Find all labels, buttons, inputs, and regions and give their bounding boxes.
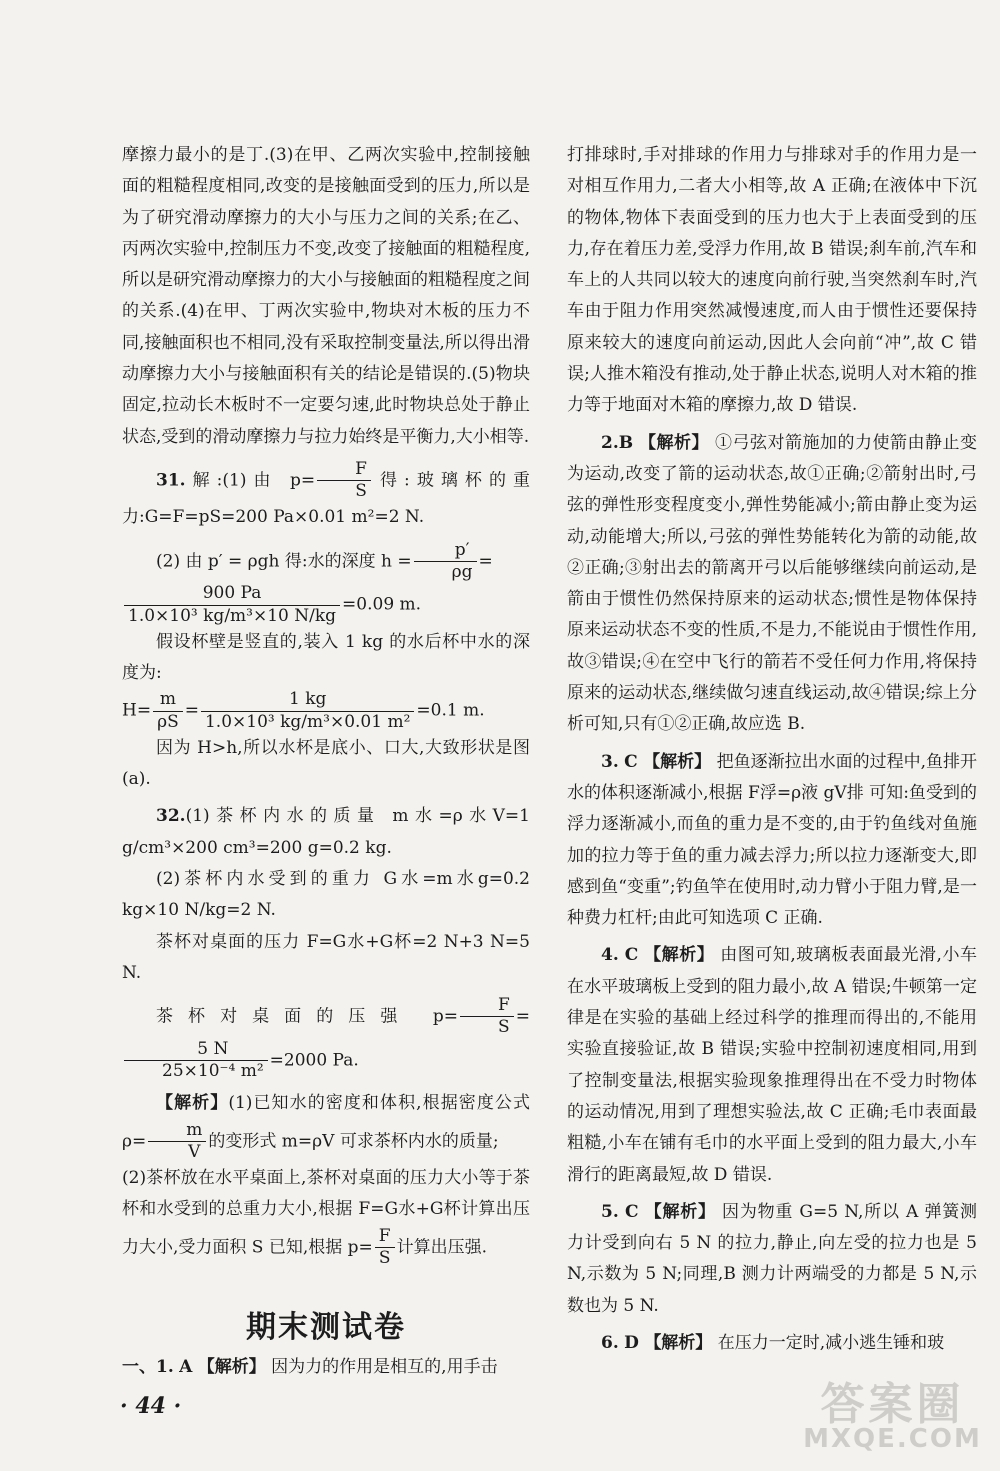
q2-number: 2. xyxy=(601,432,619,453)
analysis-text: (2)茶杯放在水平桌面上,茶杯对桌面的压力大小等于茶杯和水受到的总重力大小,根据 F=G水+G杯计算出压力大小,受力面积 S 已知,根据 p= xyxy=(122,1168,530,1257)
fraction-denominator: S xyxy=(378,1247,391,1268)
q6-number: 6. xyxy=(601,1332,619,1353)
q31-line-1 xyxy=(122,459,530,534)
watermark-logo xyxy=(800,1368,985,1463)
fraction-numerator: F xyxy=(375,1226,395,1248)
q5-number: 5. xyxy=(601,1201,619,1222)
q31-number: 31. xyxy=(156,470,186,491)
analysis-text: 计算出压强. xyxy=(396,1236,487,1257)
analysis-tag: 【解析】 xyxy=(643,751,712,772)
fraction-numerator: p′ xyxy=(414,540,477,562)
q31-text: = xyxy=(478,551,493,572)
fraction-f-over-s xyxy=(375,1226,395,1270)
q1-answer: A xyxy=(179,1357,193,1377)
fraction-numerator: m xyxy=(148,1120,206,1142)
q32-text: (1)茶杯内水的质量 m水=ρ水V=1 g/cm³×200 cm³=200 g=0.2 kg. xyxy=(122,806,530,858)
q31-text: =0.09 m. xyxy=(342,594,422,615)
watermark-text: 答案圈 xyxy=(820,1379,965,1430)
q32-number: 32. xyxy=(156,806,186,827)
q4-answer: C xyxy=(624,945,639,966)
analysis-text: (1)已知水的密度和体积,根据密度公式 ρ= xyxy=(122,1093,531,1151)
q31-line-3 xyxy=(122,583,530,627)
fraction-depth-calc xyxy=(124,583,340,627)
fraction-numerator: F xyxy=(460,995,514,1017)
q32-analysis-1 xyxy=(122,1088,530,1163)
q31-text: = xyxy=(184,700,199,721)
page-header-faint xyxy=(118,88,278,108)
fraction-p-over-rho-g xyxy=(414,540,477,584)
q6-text: 在压力一定时,减小逃生锤和玻 xyxy=(717,1332,945,1353)
section-title: 期末测试卷 xyxy=(246,1310,406,1345)
q6-answer: D xyxy=(624,1332,639,1353)
fraction-numerator: m xyxy=(153,689,183,711)
q31-text: 解:(1)由 p= xyxy=(185,470,316,491)
fraction-height-calc xyxy=(201,689,414,733)
q31-text: =0.1 m. xyxy=(416,700,485,721)
fraction-m-over-rho-s xyxy=(153,689,183,733)
q31-line-2 xyxy=(122,540,530,584)
q1-text: 因为力的作用是相互的,用手击 xyxy=(271,1357,498,1377)
q2-answer: B xyxy=(618,432,634,453)
q1-continuation-paragraph: 打排球时,手对排球的作用力与排球对手的作用力是一对相互作用力,二者大小相等,故 A 正确;在液体中下沉的物体,物体下表面受到的压力也大于上表面受到的压力,存在着压力差,受浮力作用,故 B 错误;刹车前,汽车和车上的人共同以较大的速度向前行驶,当突然刹车时,汽车由于阻力作用突然减慢速度,而人由于惯性还要保持原来较大的速度向前运动,因此人会向前“冲”,故 C 错误;人推木箱没有推动,处于静止状态,说明人对木箱的推力等于地面对木箱的摩擦力,故 D 错误. xyxy=(567,145,977,416)
fraction-numerator: 900 Pa xyxy=(124,583,340,605)
fraction-denominator: V xyxy=(188,1141,201,1162)
q6-paragraph xyxy=(567,1328,977,1359)
q32-analysis-2 xyxy=(122,1163,530,1269)
fraction-f-over-s xyxy=(460,995,514,1039)
q31-line-5 xyxy=(122,689,530,733)
q31-text: 得:玻璃杯的重力:G=F=pS=200 Pa×0.01 m²=2 N. xyxy=(122,470,530,528)
q32-text: 茶杯对桌面的压强 p= xyxy=(156,1006,458,1027)
fraction-denominator: ρS xyxy=(157,711,179,732)
q4-number: 4. xyxy=(601,945,619,966)
q31-line-4: 假设杯壁是竖直的,装入 1 kg 的水后杯中水的深度为: xyxy=(122,631,530,684)
fraction-numerator: F xyxy=(317,459,371,481)
q32-line-3: 茶杯对桌面的压力 F=G水+G杯=2 N+3 N=5 N. xyxy=(122,931,530,983)
q5-paragraph xyxy=(567,1197,977,1322)
fraction-numerator: 1 kg xyxy=(201,689,414,711)
fraction-denominator: S xyxy=(355,481,367,502)
q31-line-6: 因为 H>h,所以水杯是底小、口大,大致形状是图(a). xyxy=(122,737,530,790)
q4-text: 由图可知,玻璃板表面最光滑,小车在水平玻璃板上受到的阻力最小,故 A 错误;牛顿第一定律是在实验的基础上经过科学的推理而得出的,不能用实验直接验证,故 B 错误;实验中控制初速度相同,用到了控制变量法,根据实验现象推理得出在不受力时物体的运动情况,用到了理想实验法,故 C 正确;毛巾表面最粗糙,小车在铺有毛巾的水平面上受到的阻力最大,小车滑行的距离最短,故 D 错误. xyxy=(567,945,977,1185)
q4-paragraph xyxy=(567,940,977,1190)
q31-text: H= xyxy=(122,700,152,721)
q3-number: 3. xyxy=(601,751,619,772)
q30-continuation-paragraph: 摩擦力最小的是丁.(3)在甲、乙两次实验中,控制接触面的粗糙程度相同,改变的是接触面受到的压力,所以是为了研究滑动摩擦力的大小与压力之间的关系;在乙、丙两次实验中,控制压力不变,改变了接触面的粗糙程度,所以是研究滑动摩擦力的大小与接触面的粗糙程度之间的关系.(4)在甲、丁两次实验中,物块对木板的压力不同,接触面积也不相同,没有采取控制变量法,所以得出滑动摩擦力大小与接触面积有关的结论是错误的.(5)物块固定,拉动长木板时不一定要匀速,此时物块总处于静止状态,受到的滑动摩擦力与拉力始终是平衡力,大小相等. xyxy=(122,145,530,447)
analysis-tag: 【解析】 xyxy=(156,1093,229,1114)
final-test-first-question xyxy=(122,1352,530,1383)
fraction-denominator: ρg xyxy=(451,562,473,583)
q3-paragraph xyxy=(567,747,977,935)
q32-line-2: (2)茶杯内水受到的重力 G水=m水g=0.2 kg×10 N/kg=2 N. xyxy=(122,869,530,921)
page-number: · 44 · xyxy=(120,1393,182,1419)
q3-answer: C xyxy=(624,751,638,772)
analysis-tag: 【解析】 xyxy=(644,945,715,966)
q32-line-1 xyxy=(122,801,530,864)
analysis-tag: 【解析】 xyxy=(644,1201,716,1222)
q32-line-4 xyxy=(122,995,530,1082)
analysis-tag: 【解析】 xyxy=(197,1357,266,1377)
fraction-pressure-calc xyxy=(124,1039,268,1083)
q3-text: 把鱼逐渐拉出水面的过程中,鱼排开水的体积逐渐减小,根据 F浮=ρ液 gV排 可知:鱼受到的浮力逐渐减小,而鱼的重力是不变的,由于钓鱼线对鱼施加的拉力等于鱼的重力减去浮力;所以拉力逐渐变大,即感到鱼“变重”;钓鱼竿在使用时,动力臂小于阻力臂,是一种费力杠杆;由此可知选项 C 正确. xyxy=(567,751,978,929)
right-column xyxy=(567,140,977,1359)
q32-text: = xyxy=(515,1006,530,1027)
fraction-m-over-v xyxy=(148,1120,206,1164)
q2-paragraph xyxy=(567,428,977,741)
fraction-denominator: 25×10⁻⁴ m² xyxy=(162,1060,264,1081)
fraction-numerator: 5 N xyxy=(124,1039,268,1061)
q1-number: 一、1. xyxy=(122,1357,174,1377)
q5-answer: C xyxy=(624,1201,639,1222)
fraction-f-over-s xyxy=(317,459,371,503)
q32-text: =2000 Pa. xyxy=(269,1049,359,1070)
analysis-tag: 【解析】 xyxy=(644,1332,713,1353)
q31-text: (2) 由 p′ = ρgh 得:水的深度 h = xyxy=(156,551,412,572)
left-column xyxy=(122,140,530,1269)
fraction-denominator: S xyxy=(498,1017,510,1038)
analysis-text: 的变形式 m=ρV 可求茶杯内水的质量; xyxy=(208,1130,499,1151)
fraction-denominator: 1.0×10³ kg/m³×10 N/kg xyxy=(128,605,337,626)
analysis-tag: 【解析】 xyxy=(639,432,710,453)
fraction-denominator: 1.0×10³ kg/m³×0.01 m² xyxy=(204,711,411,732)
watermark-url: MXQE.COM xyxy=(803,1424,982,1454)
q5-text: 因为物重 G=5 N,所以 A 弹簧测力计受到向右 5 N 的拉力,静止,向左受的拉力也是 5 N,示数为 5 N;同理,B 测力计两端受的力都是 5 N,示数也为 5 N. xyxy=(567,1201,978,1316)
q2-text: ①弓弦对箭施加的力使箭由静止变为运动,改变了箭的运动状态,故①正确;②箭射出时,弓弦的弹性形变程度变小,弹性势能减小;箭由静止变为运动,动能增大;所以,弓弦的弹性势能转化为箭的动能,故②正确;③射出去的箭离开弓以后能够继续向前运动,是箭由于惯性仍然保持原来的运动状态;惯性是物体保持原来运动状态不变的性质,不是力,不能说由于惯性作用,故③错误;④在空中飞行的箭若不受任何力作用,将保持原来的运动状态,继续做匀速直线运动,故④错误;综上分析可知,只有①②正确,故应选 B. xyxy=(567,432,978,735)
q1-line xyxy=(122,1352,530,1383)
